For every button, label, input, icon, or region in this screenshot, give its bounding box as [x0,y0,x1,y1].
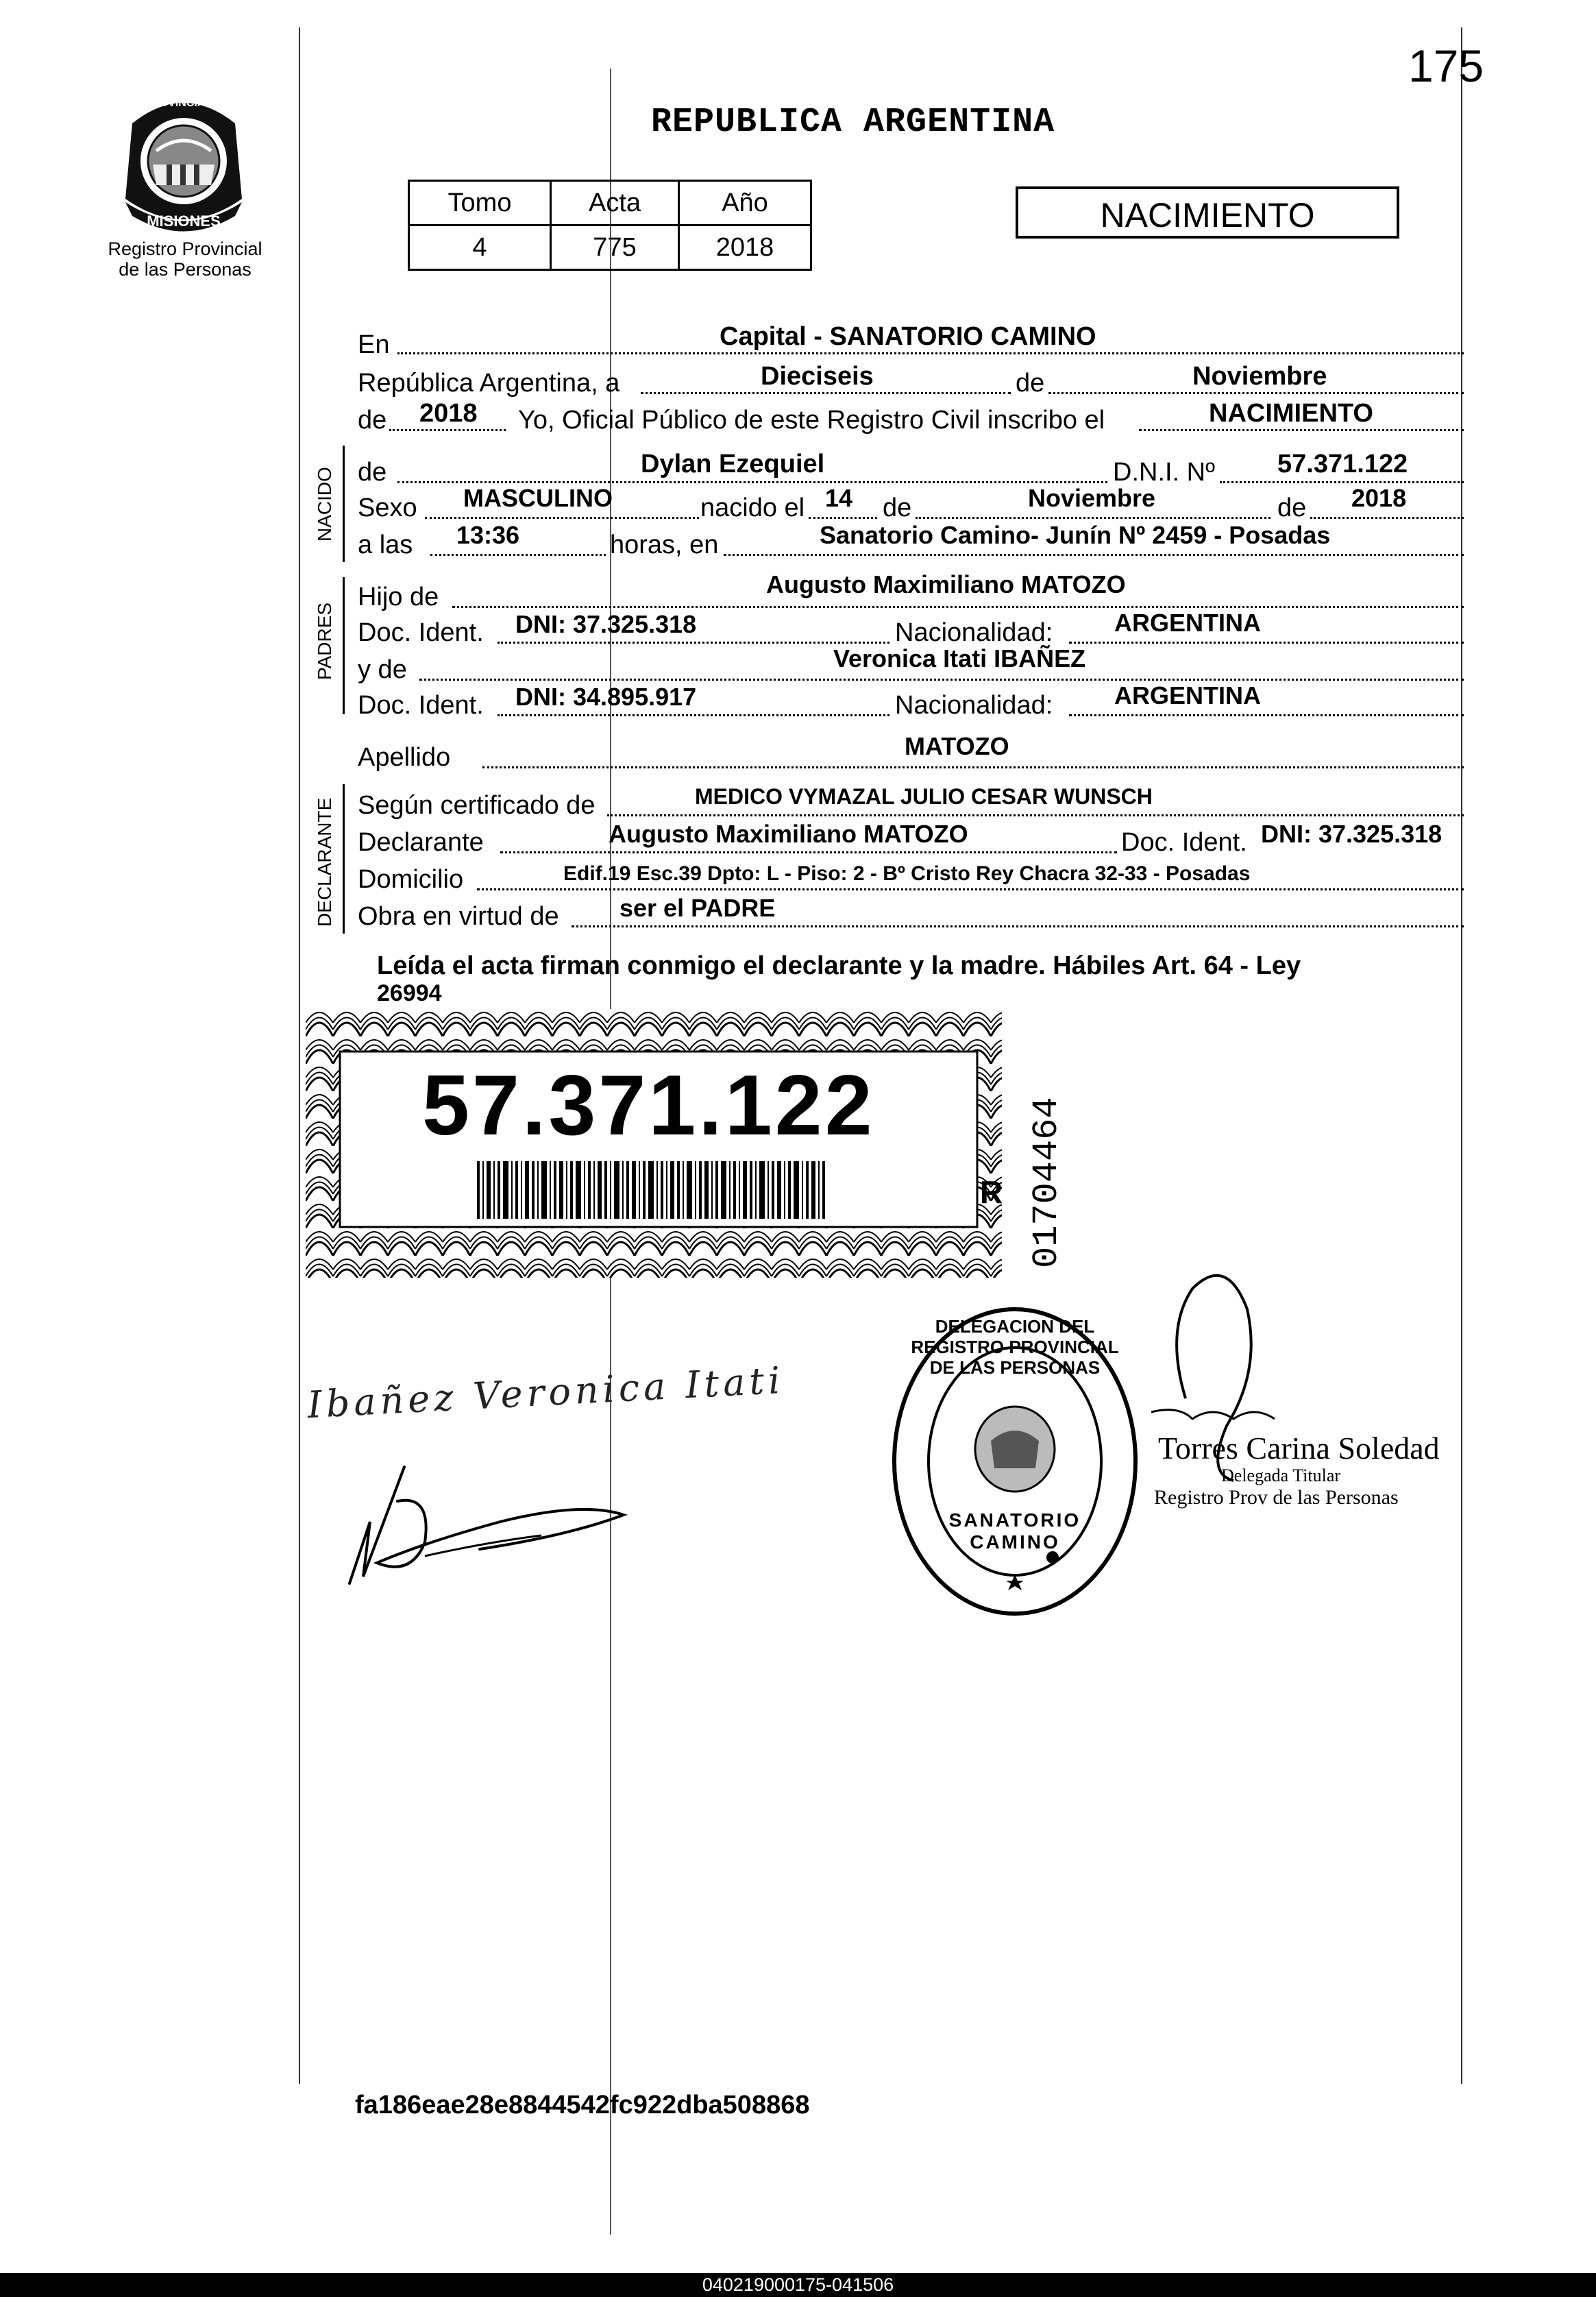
dots-mes-nac [916,517,1270,519]
label-dni: D.N.I. Nº [1113,458,1215,487]
dots-hora [430,554,606,556]
label-a-las: a las [358,531,413,559]
label-declarante-doc: Doc. Ident. [1121,828,1247,857]
sticker-side-number: 01704464 [1027,1097,1067,1268]
registry-line1: Registro Provincial [108,239,262,259]
dots-dia [641,392,1011,394]
value-dni: 57.371.122 [1277,450,1408,478]
dots-padre-nac [1069,642,1464,644]
label-de-anio: de [358,406,387,435]
tomo-header: Tomo [409,181,551,226]
country-title: REPUBLICA ARGENTINA [651,103,1055,142]
dots-lugar-nac [724,554,1464,556]
sticker-barcode [477,1161,826,1219]
section-nacido: NACIDO [314,467,335,542]
value-madre-nac: ARGENTINA [1114,681,1261,709]
stamp-outer-text: DELEGACION DEL REGISTRO PROVINCIAL DE LAS PERSONAS [911,1316,1119,1378]
label-segun: Según certificado de [358,791,596,820]
value-mes-nac: Noviembre [1028,484,1156,512]
dots-dia-nac [809,517,877,519]
dots-madre [419,679,1464,681]
value-hora: 13:36 [456,521,520,549]
value-mes: Noviembre [1192,362,1327,391]
closing-line2: 26994 [377,980,442,1006]
label-madre-doc: Doc. Ident. [358,691,484,720]
label-de-mes: de [1016,369,1045,398]
dots-certificado [607,814,1464,816]
label-en: En [358,330,390,359]
label-yo: Yo, Oficial Público de este Registro Civil inscribo el [518,406,1105,435]
footer-bar [0,2273,1596,2297]
registry-name [82,239,288,280]
dots-en [397,352,1464,354]
label-de-nombre: de [358,458,387,487]
value-dia-nac: 14 [825,484,853,512]
section-padres: PADRES [314,602,335,680]
registry-line2: de las Personas [119,259,251,280]
tomo-value: 4 [409,226,551,270]
dots-anio-nac [1310,517,1464,519]
dots-nombre [397,481,1107,483]
dots-padre [452,606,1464,608]
bracket-padres [343,577,345,714]
label-nacido-el: nacido el [700,494,805,522]
signature-declarant [322,1439,678,1601]
value-lugar-nac: Sanatorio Camino- Junín Nº 2459 - Posadas [820,521,1331,549]
value-padre-nac: ARGENTINA [1114,609,1261,637]
page-number: 175 [1408,40,1484,91]
dots-mes [1048,392,1464,394]
label-sexo: Sexo [358,494,417,522]
stamp-inner-text: SANATORIO CAMINO [948,1509,1081,1553]
dots-dni [1220,481,1464,483]
value-nombre: Dylan Ezequiel [641,450,825,478]
dots-domicilio [477,888,1464,890]
value-sexo: MASCULINO [463,484,613,512]
signature-mother: Ibañez Veronica Itati [306,1358,785,1427]
label-padre-nac: Nacionalidad: [895,618,1053,647]
dots-padre-doc [498,642,889,644]
anio-value: 2018 [679,226,811,270]
closing-line1: Leída el acta firman conmigo el declarante y la madre. Hábiles Art. 64 - Ley [377,951,1301,980]
value-lugar: Capital - SANATORIO CAMINO [720,322,1096,351]
dots-declarante [500,851,1117,853]
official-office: Registro Prov de las Personas [1154,1486,1399,1509]
document-hash: fa186eae28e8844542fc922dba508868 [355,2091,810,2119]
label-de-mes-nac: de [883,494,912,522]
value-padre: Augusto Maximiliano MATOZO [766,570,1126,598]
label-de-anio-nac: de [1277,494,1307,522]
value-madre-doc: DNI: 34.895.917 [515,683,697,711]
label-declarante: Declarante [358,828,484,857]
value-certificado: MEDICO VYMAZAL JULIO CESAR WUNSCH [695,784,1153,809]
acta-value: 775 [551,226,679,270]
value-dia: Dieciseis [761,362,874,391]
official-stamp [888,1304,1142,1619]
label-domicilio: Domicilio [358,865,464,894]
value-acto: NACIMIENTO [1209,399,1373,428]
label-padre-doc: Doc. Ident. [358,618,484,647]
value-declarante: Augusto Maximiliano MATOZO [609,820,968,848]
sticker-side-letter: R [980,1174,1003,1210]
label-apellido: Apellido [358,743,451,772]
dots-madre-nac [1069,714,1464,716]
value-padre-doc: DNI: 37.325.318 [515,610,697,638]
bracket-nacido [343,446,345,562]
value-anio-nac: 2018 [1351,484,1407,512]
value-madre: Veronica Itati IBAÑEZ [833,644,1086,672]
sticker-dni-number: 57.371.122 [422,1058,875,1153]
anio-header: Año [679,181,811,226]
label-republica: República Argentina, a [358,369,620,398]
right-margin-line [1461,27,1462,2084]
dots-acto [1139,429,1464,431]
bracket-declarante [343,784,345,934]
dots-obra [572,925,1464,927]
dni-sticker [306,1009,1002,1278]
acta-header: Acta [551,181,679,226]
dots-sexo [425,517,699,519]
footer-code: 040219000175-041506 [702,2274,894,2295]
value-declarante-doc: DNI: 37.325.318 [1261,820,1442,848]
doc-type-box: NACIMIENTO [1016,186,1399,239]
dots-apellido [482,766,1464,768]
province-logo [115,82,252,240]
value-apellido: MATOZO [905,732,1009,760]
official-title: Delegada Titular [1221,1466,1341,1485]
value-obra: ser el PADRE [619,894,776,922]
label-horas-en: horas, en [610,531,719,559]
left-margin-line [299,27,300,2084]
dots-anio [389,429,506,431]
acta-table [408,180,812,271]
label-y-de: y de [358,655,407,684]
dots-madre-doc [498,714,889,716]
label-madre-nac: Nacionalidad: [895,691,1053,720]
logo-bottom-text: MISIONES [147,212,221,230]
value-domicilio: Edif.19 Esc.39 Dpto: L - Piso: 2 - Bº Cristo Rey Chacra 32-33 - Posadas [563,862,1251,885]
official-name: Torres Carina Soledad [1158,1431,1440,1466]
label-hijo-de: Hijo de [358,583,439,611]
value-anio: 2018 [419,399,478,428]
label-obra: Obra en virtud de [358,902,559,931]
logo-arc-text: PROVINCIA DE [144,97,223,109]
section-declarante: DECLARANTE [314,797,335,927]
